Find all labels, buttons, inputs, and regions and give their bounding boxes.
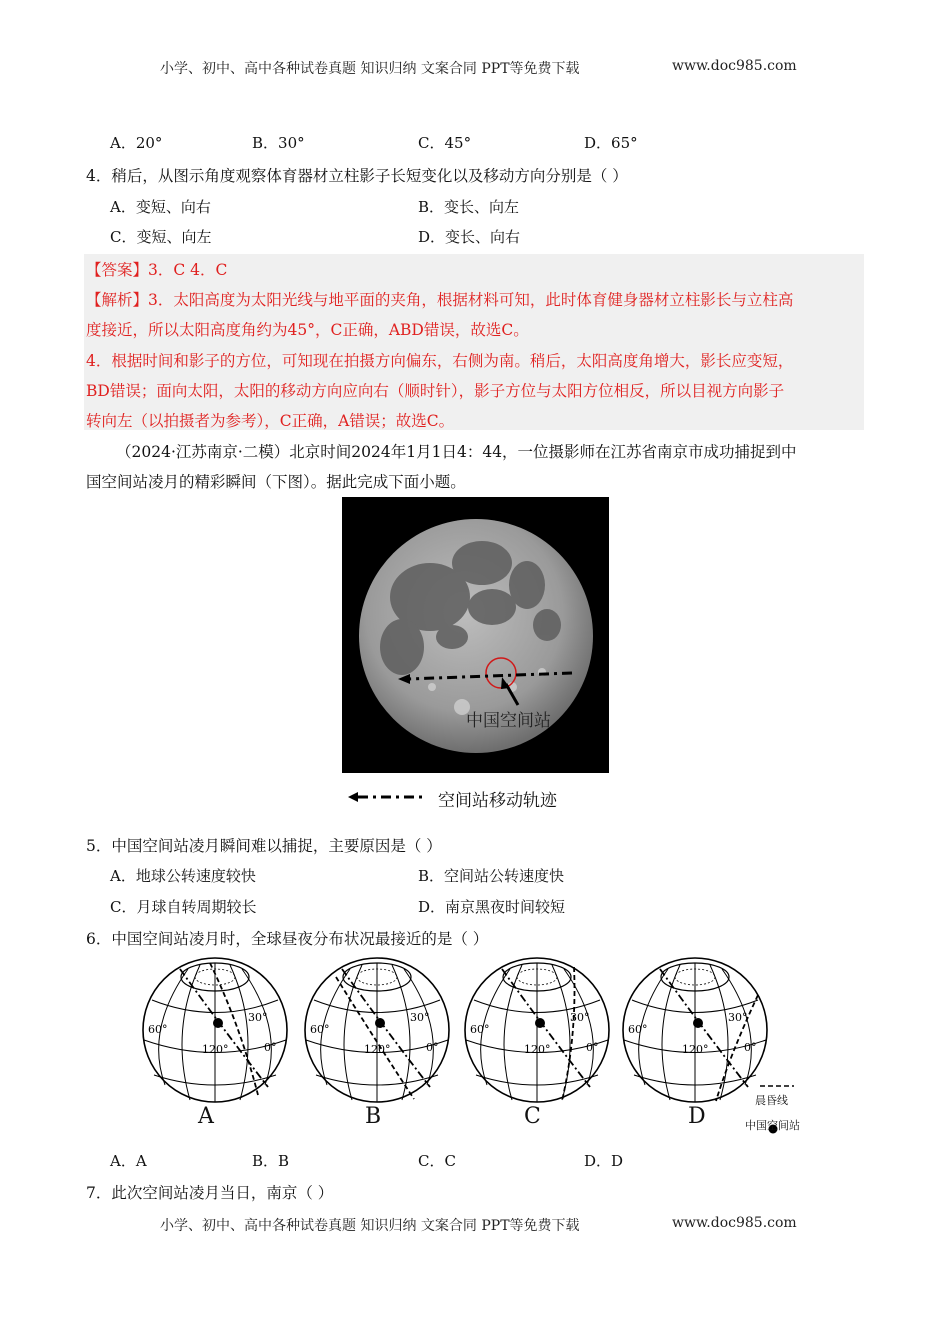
- q3-option-c: C．45°: [418, 134, 472, 152]
- material-intro-line-2: 国空间站凌月的精彩瞬间（下图）。据此完成下面小题。: [86, 473, 466, 491]
- page-footer-text: 小学、初中、高中各种试卷真题 知识归纳 文案合同 PPT等免费下载: [160, 1218, 580, 1234]
- analysis-line-5: 转向左（以拍摄者为参考），C正确，A错误；故选C。: [86, 412, 455, 430]
- analysis-line-1: 【解析】3．太阳高度为太阳光线与地平面的夹角，根据材料可知，此时体育健身器材立柱影长与立柱高: [86, 291, 794, 309]
- globe-b: [305, 958, 449, 1102]
- q6-option-d: D．D: [584, 1152, 624, 1170]
- analysis-line-2: 度接近，所以太阳高度角约为45°，C正确，ABD错误，故选C。: [86, 321, 529, 339]
- q5-stem: 5．中国空间站凌月瞬间难以捕捉，主要原因是（ ）: [86, 837, 442, 855]
- station-label: 中国空间站: [466, 711, 551, 731]
- globe-label-d: D: [688, 1104, 706, 1129]
- page-footer-url[interactable]: www.doc985.com: [672, 1215, 797, 1231]
- answer-line: 【答案】3．C 4．C: [86, 261, 228, 279]
- material-intro-line-1: （2024·江苏南京·二模）北京时间2024年1月1日4：44，一位摄影师在江苏省南京市成功捕捉到中: [116, 443, 797, 461]
- q3-option-a: A．20°: [110, 134, 163, 152]
- page-header-text: 小学、初中、高中各种试卷真题 知识归纳 文案合同 PPT等免费下载: [160, 61, 580, 77]
- globe-a: [143, 958, 287, 1102]
- q5-option-d: D．南京黑夜时间较短: [418, 898, 566, 916]
- q4-option-d: D．变长、向右: [418, 228, 521, 246]
- globes-figure: [140, 955, 820, 1135]
- q4-option-a: A．变短、向右: [110, 198, 211, 216]
- track-legend-icon: [348, 789, 428, 805]
- station-legend-label: 中国空间站: [745, 1119, 800, 1132]
- answer-box: [84, 254, 864, 430]
- q4-stem: 4．稍后，从图示角度观察体育器材立柱影子长短变化以及移动方向分别是（ ）: [86, 167, 628, 185]
- globe-label-b: B: [365, 1104, 382, 1129]
- q6-option-c: C．C: [418, 1152, 456, 1170]
- q6-stem: 6．中国空间站凌月时，全球昼夜分布状况最接近的是（ ）: [86, 930, 489, 948]
- q4-option-c: C．变短、向左: [110, 228, 212, 246]
- q3-option-d: D．65°: [584, 134, 638, 152]
- q5-option-a: A．地球公转速度较快: [110, 867, 256, 885]
- globe-label-c: C: [524, 1104, 541, 1129]
- q7-stem: 7．此次空间站凌月当日，南京（ ）: [86, 1184, 334, 1202]
- moon-photo: [342, 497, 609, 773]
- globe-d: [623, 958, 767, 1102]
- track-legend-label: 空间站移动轨迹: [438, 791, 557, 811]
- q4-option-b: B．变长、向左: [418, 198, 520, 216]
- globe-c: [465, 958, 609, 1102]
- analysis-line-4: BD错误；面向太阳，太阳的移动方向应向右（顺时针），影子方位与太阳方位相反，所以目视方向影子: [86, 382, 785, 400]
- q5-option-c: C．月球自转周期较长: [110, 898, 257, 916]
- terminator-legend-label: 晨昏线: [755, 1094, 788, 1107]
- q3-option-b: B．30°: [252, 134, 305, 152]
- q6-option-a: A．A: [110, 1152, 147, 1170]
- page-header-url[interactable]: www.doc985.com: [672, 58, 797, 74]
- moon-svg: [342, 497, 609, 773]
- q6-option-b: B．B: [252, 1152, 290, 1170]
- globe-label-a: A: [198, 1104, 214, 1129]
- analysis-line-3: 4．根据时间和影子的方位，可知现在拍摄方向偏东，右侧为南。稍后，太阳高度角增大，影长应变短，: [86, 352, 794, 370]
- q5-option-b: B．空间站公转速度快: [418, 867, 565, 885]
